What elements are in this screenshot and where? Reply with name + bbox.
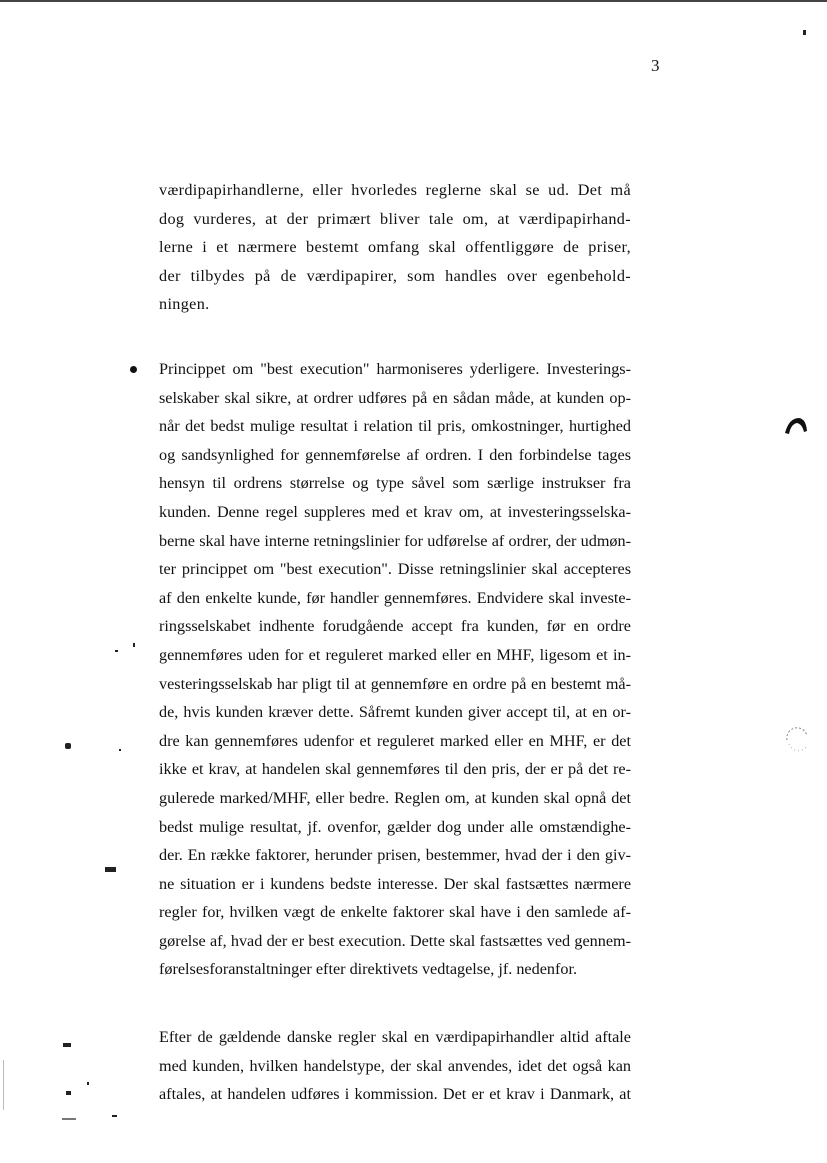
paragraph-line: gennemføres uden for et reguleret marked eller en MHF, ligesom et in- (159, 645, 631, 664)
paragraph-line: ne situation er i kundens bedste interesse. Der skal fastsættes nærmere (159, 874, 631, 893)
paragraph-line: hensyn til ordrens størrelse og type såvel som særlige instrukser fra (159, 474, 631, 493)
paragraph-line: med kunden, hvilken handelstype, der skal anvendes, idet det også kan (159, 1056, 631, 1075)
paragraph-line: aftales, at handelen udføres i kommission. Det er et krav i Danmark, at (159, 1085, 631, 1104)
paragraph-line: der. En række faktorer, herunder prisen, bestemmer, hvad der i den giv- (159, 846, 631, 865)
paragraph-line: af den enkelte kunde, før handler gennemføres. Endvidere skal investe- (159, 588, 631, 607)
bullet-paragraph-best-execution (159, 355, 631, 984)
paragraph-line: Efter de gældende danske regler skal en værdipapirhandler altid aftale (159, 1028, 631, 1046)
paragraph-line: vesteringsselskab har pligt til at gennemføre en ordre på en bestemt må- (159, 674, 631, 693)
scan-speck (63, 1043, 71, 1047)
scan-speck (119, 749, 121, 751)
scan-speck (3, 1060, 4, 1110)
paragraph-line: gørelse af, hvad der er best execution. Dette skal fastsættes ved gennem- (159, 931, 631, 950)
bullet-icon (130, 366, 137, 373)
scan-speck (62, 1118, 76, 1120)
scan-speck (112, 1115, 117, 1117)
paragraph-line: dog vurderes, at der primært bliver tale om, at værdipapirhand- (159, 209, 631, 228)
scan-speck (803, 30, 806, 35)
paragraph-line: gulerede marked/MHF, eller bedre. Reglen om, at kunden skal opnå det (159, 788, 631, 807)
paragraph-line: når det bedst mulige resultat i relation til pris, omkostninger, hurtighed (159, 417, 631, 436)
paragraph-line: og sandsynlighed for gennemførelse af ordren. I den forbindelse tages (159, 445, 631, 464)
scan-speck (66, 1091, 71, 1095)
paragraph-continuation (159, 176, 631, 319)
paragraph-line: værdipapirhandlerne, eller hvorledes reglerne skal se ud. Det må (159, 181, 631, 199)
scan-speck (105, 867, 116, 872)
scan-speck (115, 650, 118, 652)
paragraph-line: ringsselskabet indhente forudgående accept fra kunden, før en ordre (159, 617, 631, 636)
paragraph-line: ter princippet om "best execution". Disse retningslinier skal accepteres (159, 560, 631, 579)
top-scan-edge (0, 0, 827, 2)
paragraph-line: dre kan gennemføres udenfor et reguleret marked eller en MHF, er det (159, 731, 631, 750)
paragraph-line: Princippet om "best execution" harmoniseres yderligere. Investerings- (159, 360, 631, 378)
paragraph-line: lerne i et nærmere bestemt omfang skal offentliggøre de priser, (159, 238, 631, 257)
scan-curl-mark (783, 415, 809, 437)
paragraph-line: førelsesforanstaltninger efter direktivets vedtagelse, jf. nedenfor. (159, 960, 578, 979)
paragraph-line: regler for, hvilken vægt de enkelte faktorer skal have i den samlede af- (159, 903, 631, 922)
paragraph-danish-rules (159, 1023, 631, 1109)
paragraph-line: de, hvis kunden kræver dette. Såfremt kunden giver accept til, at en or- (159, 703, 631, 722)
scan-circle-mark (783, 726, 811, 754)
scan-speck (133, 643, 135, 647)
scan-speck (87, 1082, 89, 1085)
paragraph-line: bedst mulige resultat, jf. ovenfor, gælder dog under alle omstændighe- (159, 817, 631, 836)
paragraph-line: kunden. Denne regel suppleres med et krav om, at investeringsselska- (159, 502, 631, 521)
scan-speck (65, 743, 71, 749)
paragraph-line: ningen. (159, 295, 210, 314)
paragraph-line: berne skal have interne retningslinier for udførelse af ordrer, der udmøn- (159, 531, 631, 550)
page-number: 3 (651, 56, 660, 75)
paragraph-line: ikke et krav, at handelen skal gennemføres til den pris, der er på det re- (159, 760, 631, 779)
paragraph-line: der tilbydes på de værdipapirer, som handles over egenbehold- (159, 266, 631, 285)
paragraph-line: selskaber skal sikre, at ordrer udføres på en sådan måde, at kunden op- (159, 388, 631, 407)
